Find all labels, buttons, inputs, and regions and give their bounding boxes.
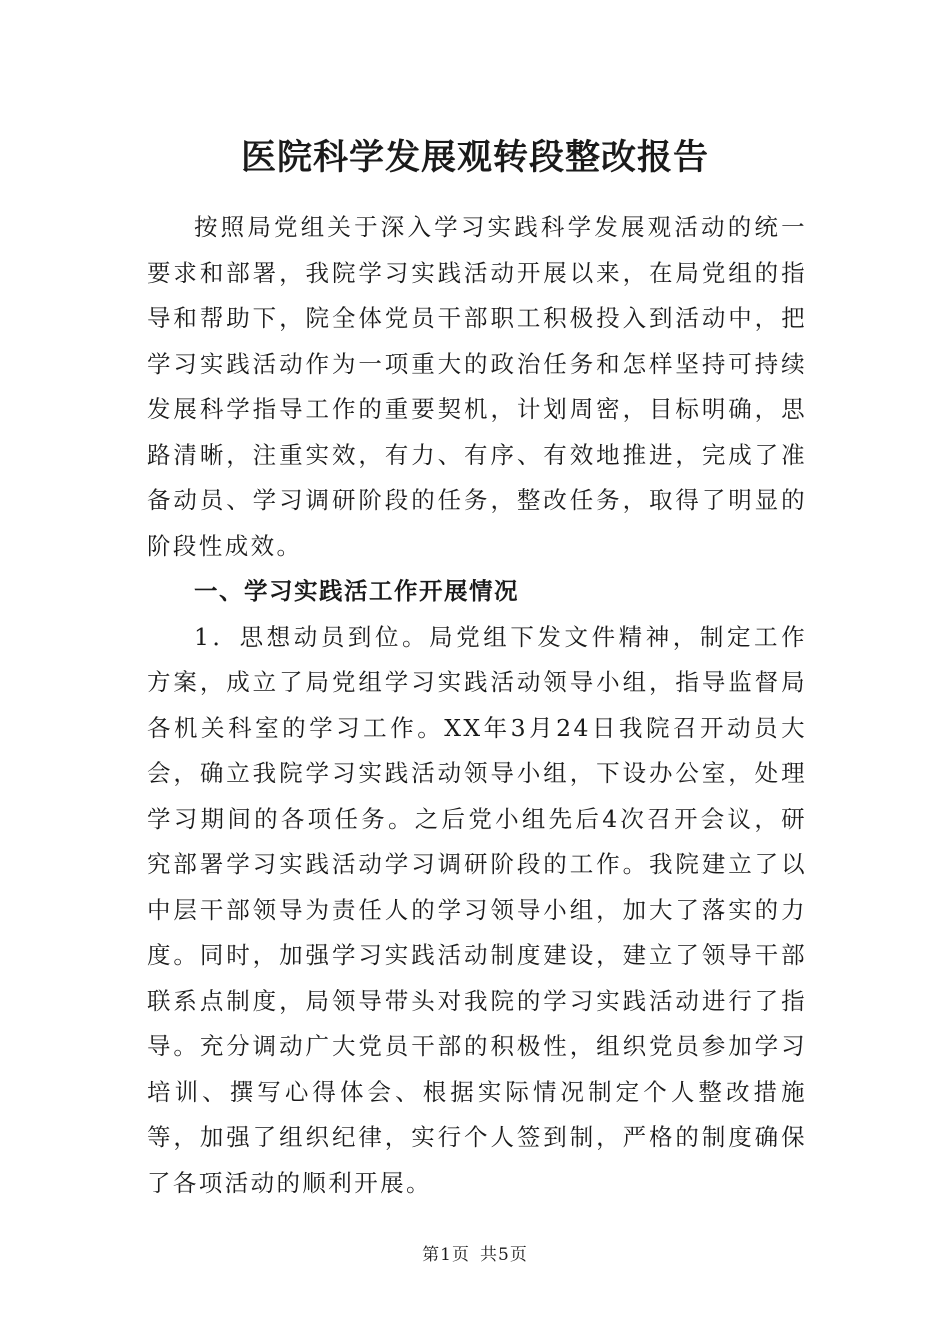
page-footer: [0, 1240, 950, 1265]
document-body: [147, 205, 807, 1206]
document-title: 医院科学发展观转段整改报告: [240, 137, 709, 178]
page-number: 第1页: [422, 1245, 470, 1265]
section-heading: 一、学习实践活工作开展情况: [194, 577, 519, 605]
intro-paragraph: 按照局党组关于深入学习实践科学发展观活动的统一要求和部署，我院学习实践活动开展以来，在局党组的指导和帮助下，院全体党员干部职工积极投入到活动中，把学习实践活动作为一项重大的政治任务和怎样坚持可持续发展科学指导工作的重要契机，计划周密，目标明确，思路清晰，注重实效，有力、有序、有效地推进，完成了准备动员、学习调研阶段的任务，整改任务，取得了明显的阶段性成效。: [147, 213, 807, 560]
section-paragraph: 1．思想动员到位。局党组下发文件精神，制定工作方案，成立了局党组学习实践活动领导小组，指导监督局各机关科室的学习工作。XX年3月24日我院召开动员大会，确立我院学习实践活动领导小组，下设办公室，处理学习期间的各项任务。之后党小组先后4次召开会议，研究部署学习实践活动学习调研阶段的工作。我院建立了以中层干部领导为责任人的学习领导小组，加大了落实的力度。同时，加强学习实践活动制度建设，建立了领导干部联系点制度，局领导带头对我院的学习实践活动进行了指导。充分调动广大党员干部的积极性，组织党员参加学习培训、撰写心得体会、根据实际情况制定个人整改措施等，加强了组织纪律，实行个人签到制，严格的制度确保了各项活动的顺利开展。: [147, 622, 807, 1197]
page-total: 共5页: [480, 1245, 528, 1265]
